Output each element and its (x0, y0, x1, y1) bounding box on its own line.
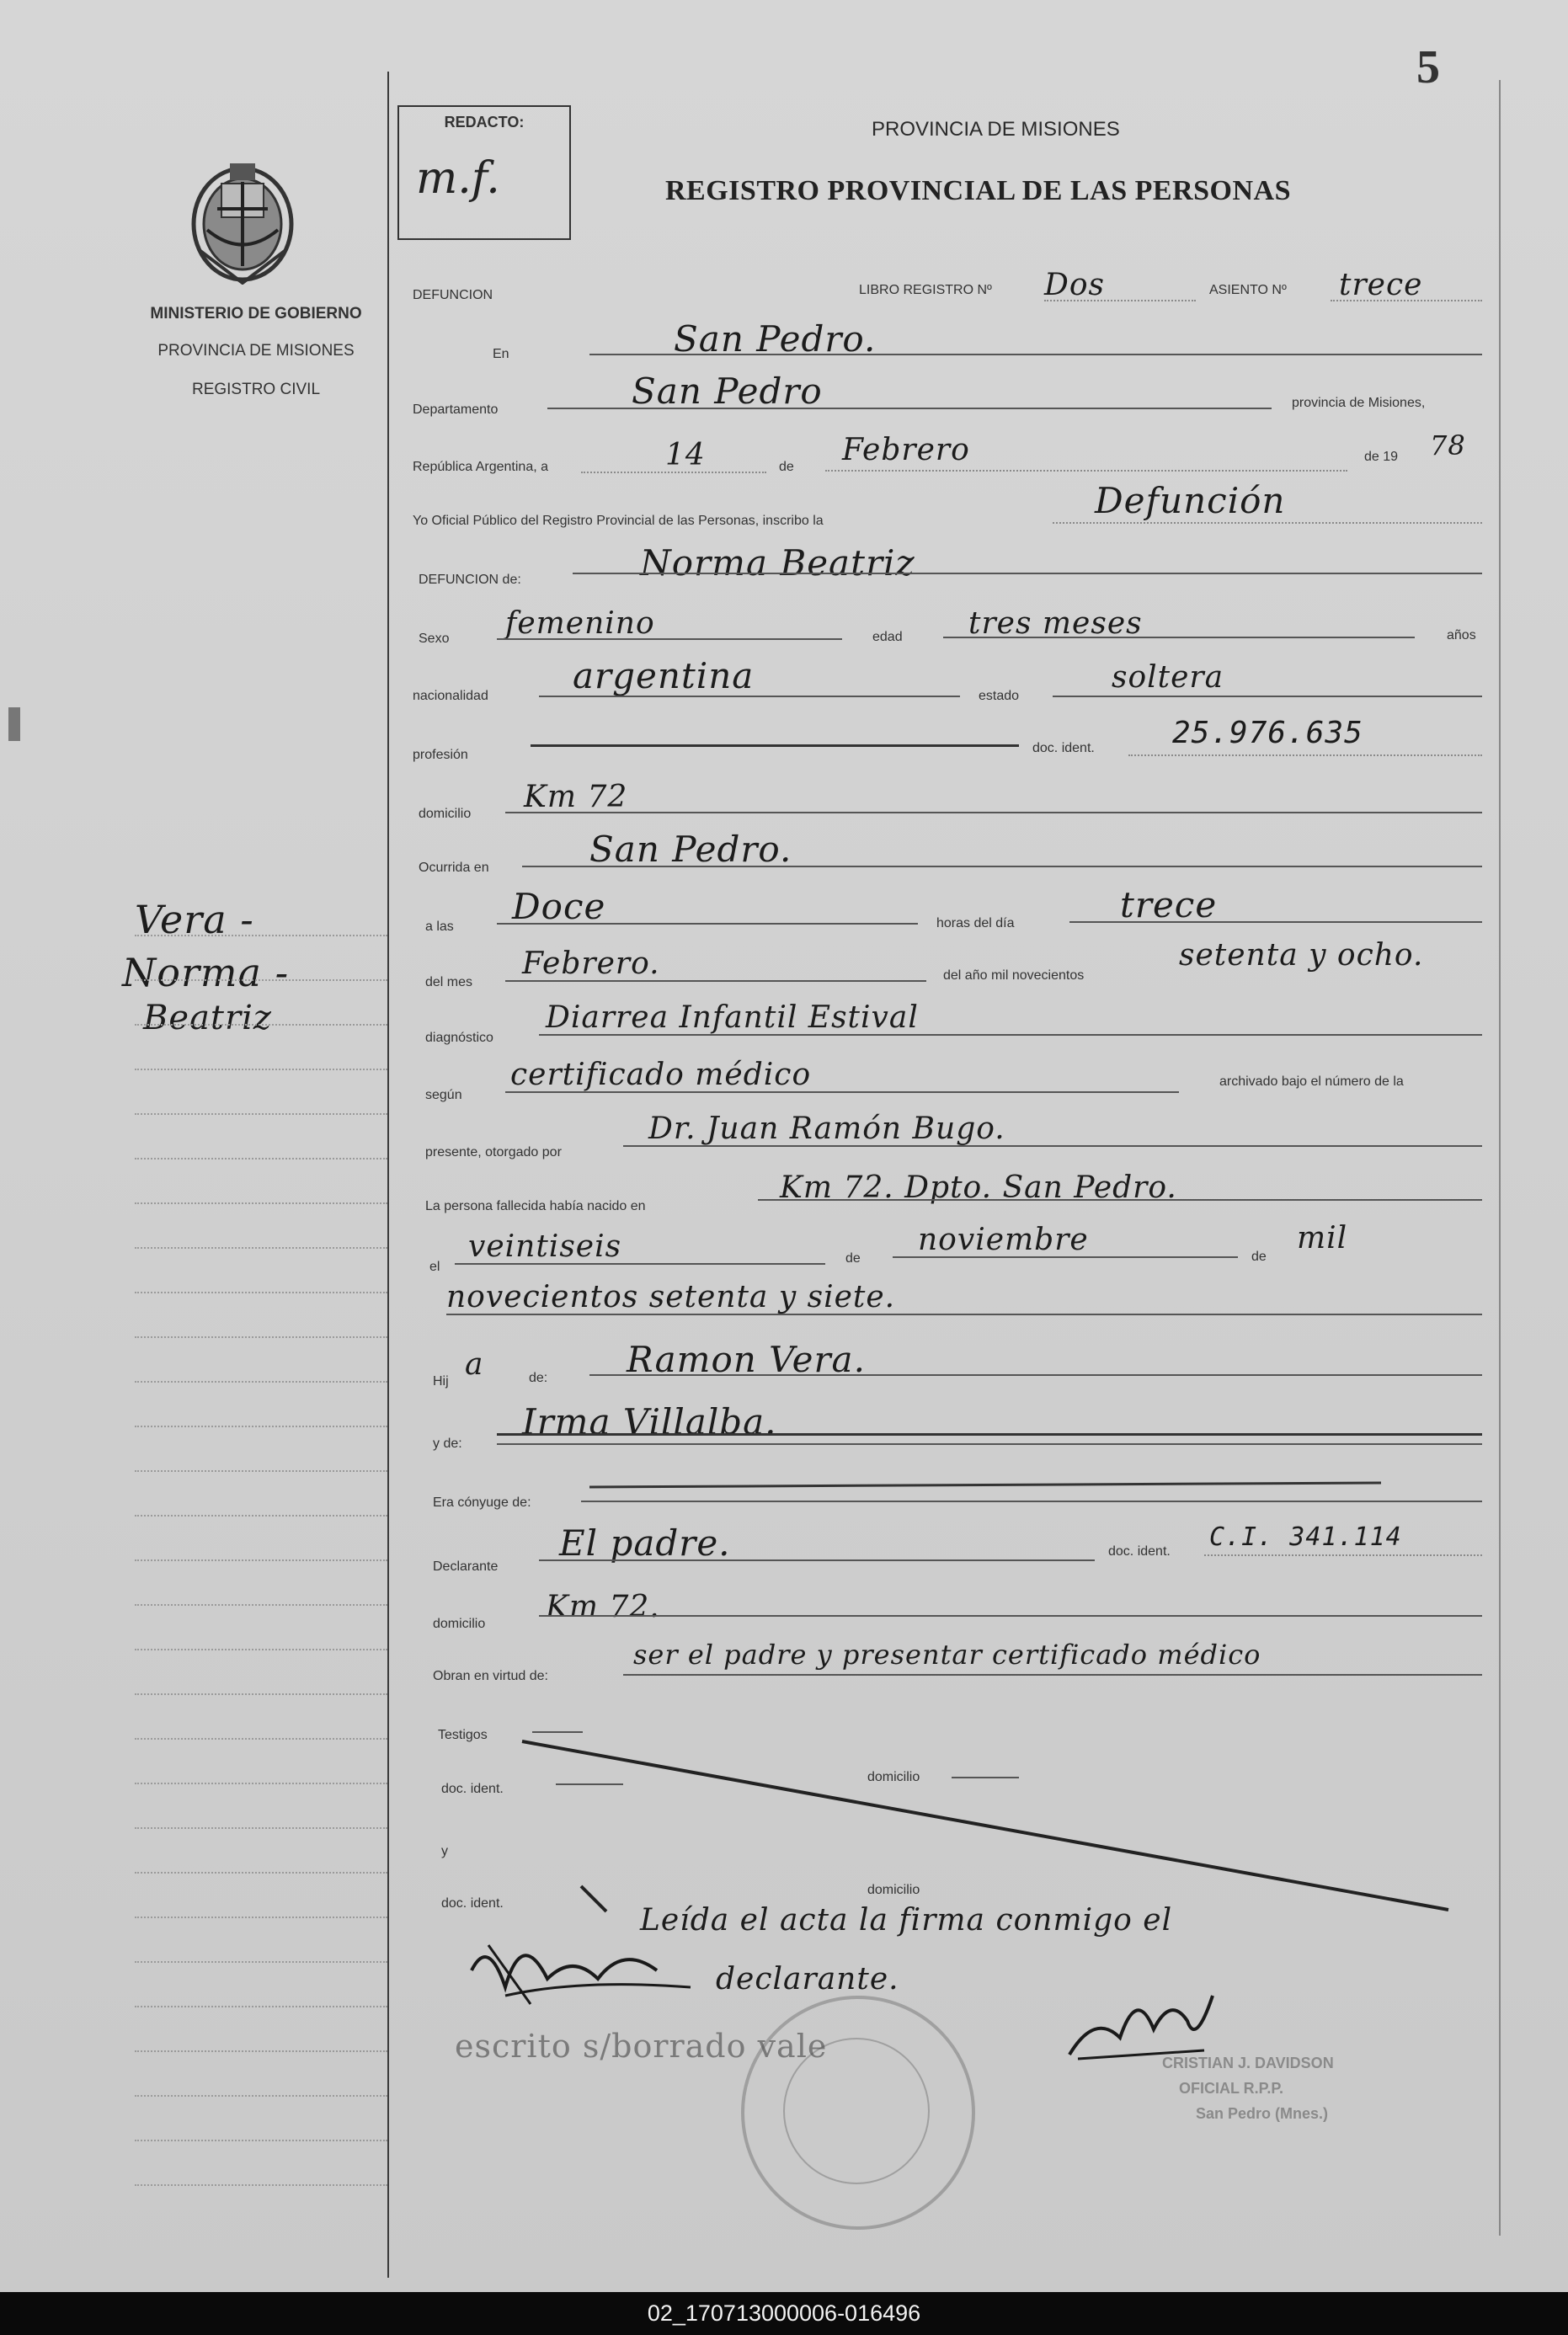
margin-ruled-line (135, 2006, 387, 2007)
binding-mark (8, 707, 20, 741)
line (539, 1615, 1482, 1617)
value-mes-ocurrida: Febrero. (522, 946, 660, 981)
label-profesion: profesión (413, 748, 468, 762)
margin-ruled-line (135, 1649, 387, 1650)
value-libro: Dos (1044, 268, 1106, 302)
label-del-ano: del año mil novecientos (943, 968, 1085, 983)
label-nacionalidad: nacionalidad (413, 689, 488, 703)
margin-ruled-line (135, 1069, 387, 1070)
profesion-dash (531, 744, 1019, 747)
declarant-signature (455, 1920, 707, 2021)
stamp-official-title: OFICIAL R.P.P. (1179, 2080, 1284, 2097)
label-hij-de: de: (529, 1371, 548, 1385)
margin-note-second-name: Beatriz (143, 999, 272, 1037)
line (623, 1674, 1482, 1676)
margin-ruled-line (135, 1292, 387, 1293)
redacto-label: REDACTO: (444, 114, 525, 131)
margin-ruled-line (135, 1738, 387, 1740)
line (581, 1501, 1482, 1502)
margin-ruled-line (135, 1559, 387, 1561)
label-horas: horas del día (936, 916, 1015, 930)
label-edad: edad (872, 630, 903, 644)
label-testigos: Testigos (438, 1728, 488, 1742)
label-testigo-y: y (441, 1844, 448, 1858)
label-asiento: ASIENTO Nº (1209, 283, 1287, 297)
margin-ruled-line (135, 2050, 387, 2052)
label-del-mes: del mes (425, 975, 473, 989)
label-testigo2-doc: doc. ident. (441, 1896, 504, 1911)
value-nacionalidad: argentina (573, 655, 755, 696)
label-defuncion-de: DEFUNCION de: (419, 573, 521, 587)
value-decl-domicilio: Km 72. (546, 1590, 660, 1624)
label-declarante: Declarante (433, 1559, 499, 1574)
value-obran: ser el padre y presentar certificado médico (633, 1639, 1261, 1671)
value-doc-ident: 25.976.635 (1172, 716, 1363, 750)
line (589, 1374, 1482, 1376)
margin-ruled-line (135, 2184, 387, 2186)
line (522, 866, 1482, 867)
closing-line-1: Leída el acta la firma conmigo el (640, 1903, 1173, 1938)
line (505, 1091, 1179, 1093)
testigos-dash (532, 1731, 583, 1733)
value-departamento: San Pedro (632, 371, 823, 412)
right-border (1499, 80, 1501, 2236)
value-dia-texto: trece (1120, 884, 1218, 925)
page-number: 5 (1416, 41, 1440, 93)
margin-ruled-line (135, 1604, 387, 1606)
label-archivado: archivado bajo el número de la (1219, 1074, 1404, 1089)
value-segun: certificado médico (510, 1058, 812, 1092)
value-madre: Irma Villalba. (522, 1401, 777, 1442)
label-doc-ident: doc. ident. (1032, 741, 1095, 755)
provincial-coat-of-arms-icon (184, 158, 301, 285)
label-defuncion: DEFUNCION (413, 288, 493, 302)
value-nombre: Norma Beatriz (640, 542, 915, 584)
label-testigo2-domicilio: domicilio (867, 1883, 920, 1897)
value-nac-mil: mil (1297, 1221, 1348, 1255)
value-nac-dia: veintiseis (468, 1229, 622, 1264)
label-decl-doc-ident: doc. ident. (1108, 1544, 1171, 1559)
line (1044, 300, 1196, 301)
value-decl-doc: C.I. 341.114 (1209, 1522, 1402, 1552)
margin-ruled-line (135, 1024, 387, 1026)
redacto-box (397, 105, 571, 240)
margin-note-surname: Vera - (135, 897, 254, 942)
margin-ruled-line (135, 1113, 387, 1115)
line (1128, 754, 1482, 756)
label-de: de (779, 460, 794, 474)
correction-note: escrito s/borrado vale (455, 2028, 828, 2065)
label-diagnostico: diagnóstico (425, 1031, 493, 1045)
label-segun: según (425, 1088, 462, 1102)
label-estado: estado (979, 689, 1020, 703)
line (623, 1145, 1482, 1147)
value-hora: Doce (512, 886, 606, 927)
value-diagnostico: Diarrea Infantil Estival (546, 1000, 919, 1035)
label-sexo: Sexo (419, 632, 450, 646)
line (539, 696, 960, 697)
value-padre: Ramon Vera. (627, 1339, 866, 1380)
value-sexo: femenino (505, 606, 655, 641)
line (505, 980, 926, 982)
line (455, 1263, 825, 1265)
value-ano-texto: setenta y ocho. (1179, 938, 1424, 973)
header-title: REGISTRO PROVINCIAL DE LAS PERSONAS (665, 175, 1291, 206)
value-edad: tres meses (968, 606, 1143, 641)
left-header-ministry: MINISTERIO DE GOBIERNO (150, 305, 362, 323)
margin-ruled-line (135, 935, 387, 936)
margin-ruled-line (135, 1783, 387, 1784)
cancellation-stroke (505, 1735, 1465, 1920)
margin-ruled-line (135, 1202, 387, 1204)
stamp-official-name: CRISTIAN J. DAVIDSON (1162, 2055, 1334, 2071)
line (505, 812, 1482, 813)
line (1053, 522, 1482, 524)
line (1331, 300, 1482, 301)
value-dia: 14 (665, 438, 706, 472)
label-decl-domicilio: domicilio (433, 1617, 486, 1631)
value-tipo-acta: Defunción (1095, 480, 1286, 521)
value-estado: soltera (1112, 660, 1224, 695)
line (497, 923, 918, 925)
line (758, 1199, 1482, 1201)
line (497, 638, 842, 640)
label-ocurrida: Ocurrida en (419, 861, 489, 875)
conyuge-dash (589, 1482, 1381, 1489)
value-ocurrida: San Pedro. (589, 829, 792, 870)
margin-ruled-line (135, 1515, 387, 1517)
redacto-signature: m.f. (416, 153, 500, 204)
label-domicilio: domicilio (419, 807, 472, 821)
header-province: PROVINCIA DE MISIONES (872, 118, 1120, 141)
label-y-de: y de: (433, 1437, 462, 1451)
label-provincia: provincia de Misiones, (1292, 396, 1426, 410)
line (1053, 696, 1482, 697)
margin-ruled-line (135, 1381, 387, 1383)
line (446, 1314, 1482, 1315)
label-yo-oficial: Yo Oficial Público del Registro Provincial de las Personas, inscribo la (413, 514, 824, 528)
value-nacido-en: Km 72. Dpto. San Pedro. (780, 1170, 1177, 1205)
line (573, 573, 1482, 574)
value-declarante: El padre. (559, 1522, 731, 1564)
margin-ruled-line (135, 1158, 387, 1160)
label-el: el (429, 1260, 440, 1274)
label-de-19: de 19 (1364, 450, 1399, 464)
label-de-mes-nac: de (845, 1251, 861, 1266)
label-hij: Hij (433, 1374, 449, 1389)
value-ano: 78 (1430, 429, 1466, 461)
margin-divider (387, 72, 389, 2278)
line (825, 470, 1347, 472)
line (539, 1034, 1482, 1036)
margin-ruled-line (135, 1693, 387, 1695)
left-header-province: PROVINCIA DE MISIONES (157, 342, 355, 360)
line (497, 1443, 1482, 1445)
line (589, 354, 1482, 355)
line (497, 1433, 1482, 1436)
label-a-las: a las (425, 920, 454, 934)
value-mes: Febrero (842, 433, 970, 467)
margin-ruled-line (135, 2095, 387, 2097)
label-republica: República Argentina, a (413, 460, 548, 474)
label-de-mil: de (1251, 1250, 1267, 1264)
line (581, 472, 766, 473)
value-medico: Dr. Juan Ramón Bugo. (648, 1112, 1005, 1146)
margin-ruled-line (135, 979, 387, 981)
label-conyuge: Era cónyuge de: (433, 1495, 531, 1510)
label-en: En (493, 347, 509, 361)
margin-ruled-line (135, 1247, 387, 1249)
closing-line-2: declarante. (716, 1962, 899, 1996)
line (893, 1256, 1238, 1258)
margin-ruled-line (135, 1426, 387, 1427)
label-persona-nacido: La persona fallecida había nacido en (425, 1199, 646, 1213)
line (1204, 1554, 1482, 1556)
value-nac-mes: noviembre (918, 1223, 1089, 1257)
left-header-registry: REGISTRO CIVIL (191, 381, 321, 398)
label-departamento: Departamento (413, 402, 499, 417)
line (547, 408, 1272, 409)
line (943, 637, 1415, 638)
margin-ruled-line (135, 2140, 387, 2141)
margin-ruled-line (135, 1827, 387, 1829)
label-testigo1-doc: doc. ident. (441, 1782, 504, 1796)
margin-ruled-line (135, 1917, 387, 1918)
margin-ruled-line (135, 1961, 387, 1963)
margin-note-first-name: Norma - (122, 950, 290, 995)
value-asiento: trece (1339, 268, 1423, 302)
image-caption: 02_170713000006-016496 (0, 2292, 1568, 2335)
official-seal-inner (783, 2038, 930, 2184)
line (539, 1559, 1095, 1561)
label-anos: años (1447, 628, 1476, 642)
margin-ruled-line (135, 1336, 387, 1338)
value-hij-suffix: a (465, 1347, 484, 1382)
value-lugar: San Pedro. (674, 318, 877, 360)
label-libro: LIBRO REGISTRO Nº (859, 283, 992, 297)
margin-ruled-line (135, 1872, 387, 1874)
stamp-official-location: San Pedro (Mnes.) (1196, 2105, 1329, 2122)
label-obran: Obran en virtud de: (433, 1669, 548, 1683)
label-presente: presente, otorgado por (425, 1145, 562, 1160)
value-nac-ano: novecientos setenta y siete. (446, 1280, 896, 1314)
label-testigo1-domicilio: domicilio (867, 1770, 920, 1784)
line (1069, 921, 1482, 923)
value-domicilio: Km 72 (524, 780, 628, 814)
margin-ruled-line (135, 1470, 387, 1472)
